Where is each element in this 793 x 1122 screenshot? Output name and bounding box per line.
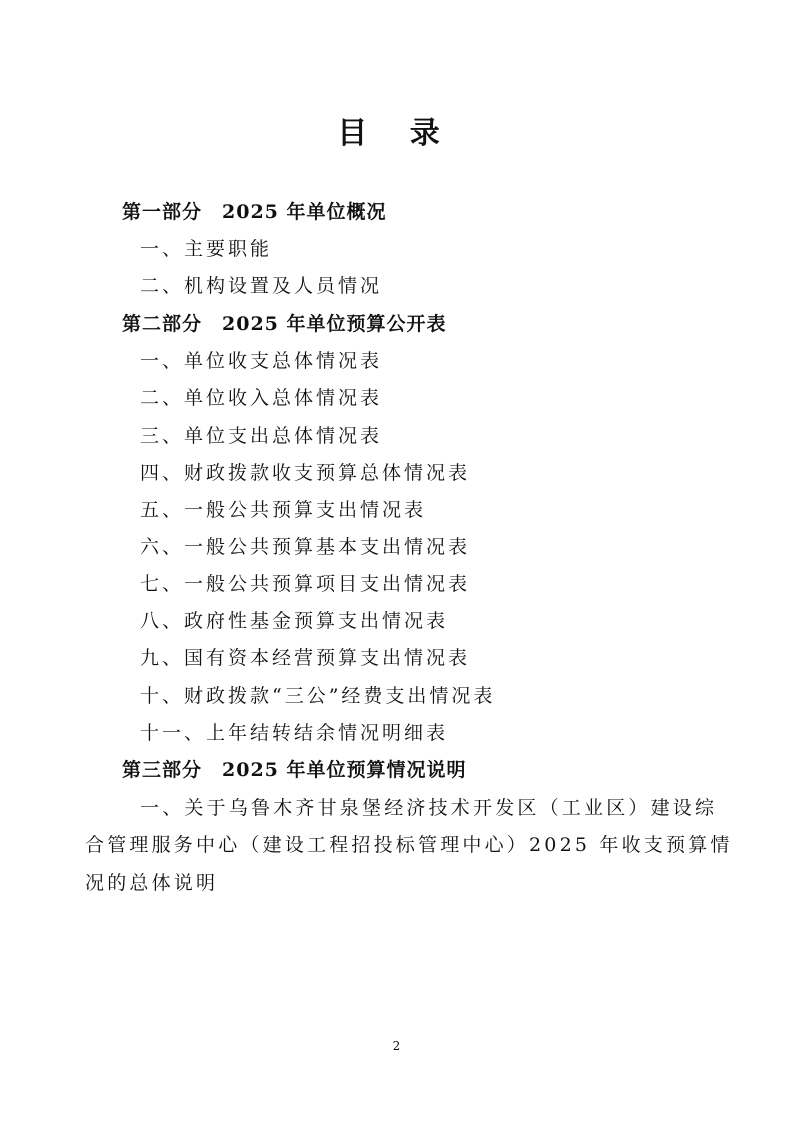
page-title: 目 录: [337, 116, 456, 151]
toc-item: 七、一般公共预算项目支出情况表: [140, 573, 471, 595]
toc-item: 一、单位收支总体情况表: [140, 350, 383, 372]
toc-paragraph-line: 况的总体说明: [85, 872, 219, 894]
toc-item: 三、单位支出总体情况表: [140, 425, 383, 447]
toc-item: 二、单位收入总体情况表: [140, 387, 383, 409]
toc-item: 四、财政拨款收支预算总体情况表: [140, 462, 471, 484]
toc-item: 五、一般公共预算支出情况表: [140, 499, 427, 521]
toc-item: 一、主要职能: [140, 238, 273, 260]
toc-item: 十、财政拨款“三公”经费支出情况表: [140, 685, 496, 707]
toc-part-1: 第一部分 2025 年单位概况: [122, 201, 387, 223]
toc-paragraph-line: 一、关于乌鲁木齐甘泉堡经济技术开发区（工业区）建设综: [140, 797, 718, 819]
toc-item: 十一、上年结转结余情况明细表: [140, 722, 449, 744]
toc-item: 二、机构设置及人员情况: [140, 275, 383, 297]
toc-item: 八、政府性基金预算支出情况表: [140, 610, 449, 632]
toc-item: 六、一般公共预算基本支出情况表: [140, 536, 471, 558]
toc-item: 九、国有资本经营预算支出情况表: [140, 647, 471, 669]
toc-part-3: 第三部分 2025 年单位预算情况说明: [122, 759, 467, 781]
page-number: 2: [392, 1039, 401, 1053]
toc-part-2: 第二部分 2025 年单位预算公开表: [122, 313, 447, 335]
toc-paragraph-line: 合管理服务中心（建设工程招投标管理中心）2025 年收支预算情: [85, 834, 733, 856]
